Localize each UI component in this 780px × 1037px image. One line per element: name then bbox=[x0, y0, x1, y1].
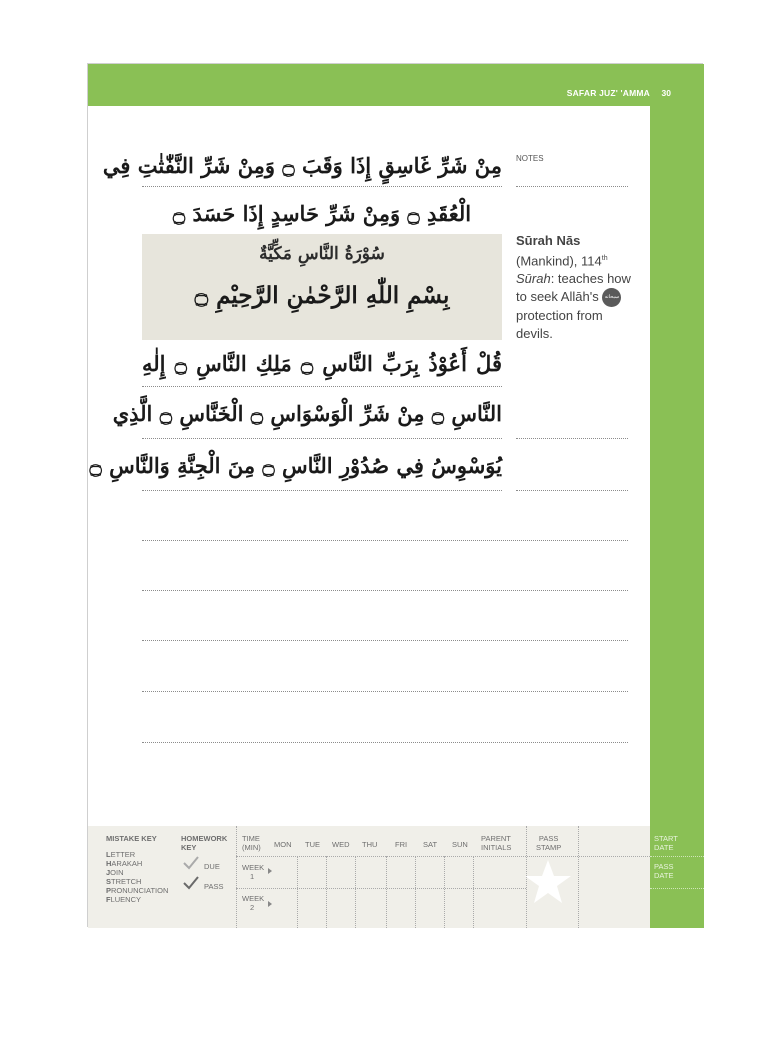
notes-ruled-line bbox=[516, 490, 628, 491]
verse-line-1: مِنْ شَرِّ غَاسِقٍ إِذَا وَقَبَ ۝ وَمِنْ شَرِّ النَّفّٰثٰتِ فِي bbox=[102, 153, 502, 178]
time-label: TIME (MIN) bbox=[242, 834, 261, 852]
note-heading: Sūrah Nās bbox=[516, 233, 581, 248]
week-2-label: WEEK 2 bbox=[242, 894, 265, 912]
note-italic: Sūrah bbox=[516, 271, 551, 287]
day-mon: MON bbox=[274, 840, 292, 849]
notes-ruled-line bbox=[516, 186, 628, 187]
homework-key-title: HOMEWORK KEY bbox=[181, 834, 228, 852]
grid-line bbox=[650, 856, 704, 857]
due-label: DUE bbox=[204, 862, 220, 871]
surah-note bbox=[516, 232, 634, 343]
writing-line bbox=[142, 691, 628, 692]
workbook-page bbox=[87, 63, 703, 927]
note-text bbox=[516, 250, 634, 343]
surah-name: سُوْرَةُ النَّاسِ مَكِّيَّةٌ bbox=[259, 244, 385, 264]
writing-line bbox=[142, 640, 628, 641]
mistake-key-item: PRONUNCIATION bbox=[106, 886, 169, 895]
day-sat: SAT bbox=[423, 840, 438, 849]
day-sun: SUN bbox=[452, 840, 468, 849]
book-title: SAFAR JUZ' 'AMMA bbox=[566, 88, 650, 98]
ruled-line bbox=[142, 438, 502, 439]
day-wed: WED bbox=[332, 840, 350, 849]
writing-line bbox=[142, 742, 628, 743]
parent-initials-label: PARENT INITIALS bbox=[481, 834, 512, 852]
verse-line-4: النَّاسِ ۝ مِنْ شَرِّ الْوَسْوَاسِ ۝ الْخَنَّاسِ ۝ الَّذِي bbox=[112, 401, 502, 426]
grid-line bbox=[386, 856, 387, 928]
arrow-icon bbox=[268, 901, 272, 907]
side-banner bbox=[650, 106, 704, 928]
top-banner bbox=[88, 64, 704, 106]
notes-ruled-line bbox=[516, 438, 628, 439]
mistake-key-item: LETTER bbox=[106, 850, 136, 859]
week-1-label: WEEK 1 bbox=[242, 863, 265, 881]
grid-line bbox=[326, 856, 327, 928]
grid-line bbox=[236, 826, 237, 928]
pass-date-label: PASS DATE bbox=[654, 862, 674, 880]
mistake-key-item: JOIN bbox=[106, 868, 124, 877]
grid-line bbox=[415, 856, 416, 928]
ruled-line bbox=[142, 490, 502, 491]
pass-label: PASS bbox=[204, 882, 224, 891]
page-number: 30 bbox=[661, 88, 671, 98]
verse-line-3: قُلْ أَعُوْذُ بِرَبِّ النَّاسِ ۝ مَلِكِ النَّاسِ ۝ إِلٰهِ bbox=[142, 351, 502, 376]
surah-heading-box bbox=[142, 234, 502, 340]
progress-footer bbox=[88, 826, 704, 928]
grid-line bbox=[473, 856, 474, 928]
grid-line bbox=[578, 826, 579, 928]
ruled-line bbox=[142, 186, 502, 187]
pass-stamp-star-icon bbox=[523, 858, 573, 906]
note-line-c: protection from devils. bbox=[516, 308, 603, 342]
writing-line bbox=[142, 590, 628, 591]
arrow-icon bbox=[268, 868, 272, 874]
mistake-key-item: FLUENCY bbox=[106, 895, 142, 904]
grid-line bbox=[236, 856, 650, 857]
notes-label: NOTES bbox=[516, 154, 544, 163]
grid-line bbox=[444, 856, 445, 928]
day-fri: FRI bbox=[395, 840, 408, 849]
check-pass-icon bbox=[183, 876, 199, 890]
note-line-b: : teaches how to seek Allāh's bbox=[516, 271, 631, 305]
day-tue: TUE bbox=[305, 840, 320, 849]
note-line-a: (Mankind), 114 bbox=[516, 253, 602, 269]
grid-line bbox=[297, 856, 298, 928]
date-box bbox=[650, 826, 704, 928]
ruled-line bbox=[142, 386, 502, 387]
pass-stamp-label: PASS STAMP bbox=[536, 834, 562, 852]
mistake-key-item: STRETCH bbox=[106, 877, 142, 886]
honorific-icon: سبحانه وتعالى bbox=[602, 288, 621, 307]
grid-line bbox=[236, 888, 526, 889]
bismillah: بِسْمِ اللّٰهِ الرَّحْمٰنِ الرَّحِيْمِ ۝ bbox=[194, 282, 450, 309]
mistake-key-title: MISTAKE KEY bbox=[106, 834, 157, 843]
check-due-icon bbox=[183, 856, 199, 870]
verse-line-5: يُوَسْوِسُ فِي صُدُوْرِ النَّاسِ ۝ مِنَ الْجِنَّةِ وَالنَّاسِ ۝ bbox=[89, 453, 502, 478]
grid-line bbox=[355, 856, 356, 928]
start-date-label: START DATE bbox=[654, 834, 678, 852]
grid-line bbox=[650, 888, 704, 889]
mistake-key-item: HARAKAH bbox=[106, 859, 143, 868]
verse-line-2: الْعُقَدِ ۝ وَمِنْ شَرِّ حَاسِدٍ إِذَا حَسَدَ ۝ bbox=[172, 201, 472, 226]
note-superscript: th bbox=[601, 255, 608, 262]
writing-line bbox=[142, 540, 628, 541]
day-thu: THU bbox=[362, 840, 378, 849]
